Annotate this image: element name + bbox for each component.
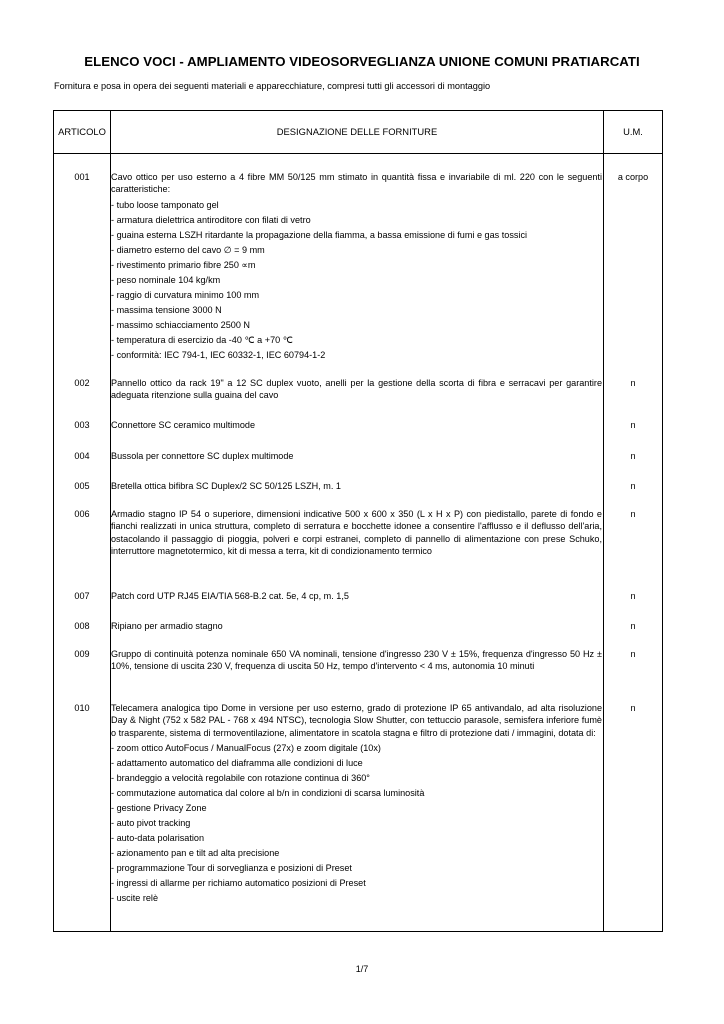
spec-list	[111, 198, 602, 363]
spec-item: - gestione Privacy Zone	[111, 801, 602, 816]
items-table	[53, 110, 663, 932]
spec-item: - temperatura di esercizio da -40 ℃ a +70 ℃	[111, 333, 602, 348]
spec-item: - auto pivot tracking	[111, 816, 602, 831]
spec-item: - adattamento automatico del diaframma alle condizioni di luce	[111, 756, 602, 771]
spec-item: - massima tensione 3000 N	[111, 303, 602, 318]
spec-item: - massimo schiacciamento 2500 N	[111, 318, 602, 333]
row-designation	[111, 702, 602, 906]
row-article-code: 009	[74, 649, 90, 659]
row-unit: n	[630, 621, 636, 631]
row-unit: n	[630, 378, 636, 388]
row-article-code: 010	[74, 703, 90, 713]
header-divider	[54, 153, 662, 154]
row-unit: n	[630, 649, 636, 659]
document-subtitle: Fornitura e posa in opera dei seguenti materiali e apparecchiature, compresi tutti gli accessori di montaggio	[54, 81, 491, 91]
row-designation	[111, 450, 602, 462]
header-article: ARTICOLO	[58, 126, 106, 137]
row-description-text: Ripiano per armadio stagno	[111, 621, 223, 631]
row-article-code: 008	[74, 621, 90, 631]
spec-item: - diametro esterno del cavo ∅ = 9 mm	[111, 243, 602, 258]
row-article-code: 006	[74, 509, 90, 519]
spec-item: - armatura dielettrica antiroditore con filati di vetro	[111, 213, 602, 228]
spec-item: - auto-data polarisation	[111, 831, 602, 846]
header-designation: DESIGNAZIONE DELLE FORNITURE	[276, 126, 438, 137]
row-designation	[111, 377, 602, 402]
row-unit: n	[630, 509, 636, 519]
row-designation	[111, 508, 602, 558]
row-description-text: Pannello ottico da rack 19" a 12 SC duplex vuoto, anelli per la gestione della scorta di fibra e serracavi per garantire adeguata ritenzione sulla guaina del cavo	[111, 378, 602, 401]
row-description-text: Cavo ottico per uso esterno a 4 fibre MM 50/125 mm stimato in quantità fissa e invariabile di ml. 220 con le seguenti caratteristiche:	[111, 172, 602, 195]
spec-item: - commutazione automatica dal colore al b/n in condizioni di scarsa luminosità	[111, 786, 602, 801]
row-description-text: Patch cord UTP RJ45 EIA/TIA 568-B.2 cat. 5e, 4 cp, m. 1,5	[111, 591, 349, 601]
row-designation	[111, 171, 602, 363]
row-designation	[111, 620, 602, 632]
document-title: ELENCO VOCI - AMPLIAMENTO VIDEOSORVEGLIANZA UNIONE COMUNI PRATIARCATI	[84, 54, 640, 69]
spec-item: - tubo loose tamponato gel	[111, 198, 602, 213]
row-article-code: 005	[74, 481, 90, 491]
row-article-code: 007	[74, 591, 90, 601]
row-description-text: Bretella ottica bifibra SC Duplex/2 SC 50/125 LSZH, m. 1	[111, 481, 341, 491]
row-description-text: Bussola per connettore SC duplex multimode	[111, 451, 294, 461]
spec-item: - programmazione Tour di sorveglianza e posizioni di Preset	[111, 861, 602, 876]
row-unit: n	[630, 481, 636, 491]
spec-item: - azionamento pan e tilt ad alta precisione	[111, 846, 602, 861]
row-designation	[111, 648, 602, 673]
spec-item: - uscite relè	[111, 891, 602, 906]
spec-item: - zoom ottico AutoFocus / ManualFocus (27x) e zoom digitale (10x)	[111, 741, 602, 756]
spec-item: - rivestimento primario fibre 250 ∝m	[111, 258, 602, 273]
spec-item: - ingressi di allarme per richiamo automatico posizioni di Preset	[111, 876, 602, 891]
spec-item: - brandeggio a velocità regolabile con rotazione continua di 360°	[111, 771, 602, 786]
spec-item: - raggio di curvatura minimo 100 mm	[111, 288, 602, 303]
row-designation	[111, 590, 602, 602]
row-unit: n	[630, 703, 636, 713]
row-description-text: Telecamera analogica tipo Dome in versione per uso esterno, grado di protezione IP 65 antivandalo, ad alta risoluzione Day & Night (752 x 582 PAL - 768 x 494 NTSC), tecnologia Slow Shutter, con tettuccio parasole, semisfera inferiore fumè o trasparente, sistema di termoventilazione, alimentatore in scatola stagna e filtro di protezione dati / immagini, dotata di:	[111, 703, 602, 738]
row-description-text: Connettore SC ceramico multimode	[111, 420, 256, 430]
column-divider	[603, 111, 604, 931]
row-designation	[111, 419, 602, 431]
header-unit: U.M.	[623, 126, 643, 137]
row-unit: n	[630, 420, 636, 430]
row-description-text: Gruppo di continuità potenza nominale 650 VA nominali, tensione d'ingresso 230 V ± 15%, frequenza d'ingresso 50 Hz ± 10%, tensione di uscita 230 V, frequenza di uscita 50 Hz, tempo d'intervento < 4 ms, autonomia 10 minuti	[111, 649, 602, 672]
row-unit: n	[630, 591, 636, 601]
row-unit: n	[630, 451, 636, 461]
row-designation	[111, 480, 602, 492]
row-article-code: 004	[74, 451, 90, 461]
spec-item: - guaina esterna LSZH ritardante la propagazione della fiamma, a bassa emissione di fumi e gas tossici	[111, 228, 602, 243]
row-article-code: 001	[74, 172, 90, 182]
row-article-code: 003	[74, 420, 90, 430]
spec-item: - peso nominale 104 kg/km	[111, 273, 602, 288]
row-article-code: 002	[74, 378, 90, 388]
spec-item: - conformità: IEC 794-1, IEC 60332-1, IEC 60794-1-2	[111, 348, 602, 363]
page-number: 1/7	[355, 964, 369, 974]
row-unit: a corpo	[617, 172, 649, 182]
row-description-text: Armadio stagno IP 54 o superiore, dimensioni indicative 500 x 600 x 350 (L x H x P) con piedistallo, parete di fondo e fianchi realizzati in unica struttura, completo di serratura e bocchette idonee a consentire l'afflusso e il deflusso dell'aria, ostacolando il passaggio di pioggia, polveri e corpi estranei, completo di pannello di alimentazione con prese Schuko, interruttore magnetotermico, kit di messa a terra, kit di condizionamento termico	[111, 509, 602, 557]
spec-list	[111, 741, 602, 906]
